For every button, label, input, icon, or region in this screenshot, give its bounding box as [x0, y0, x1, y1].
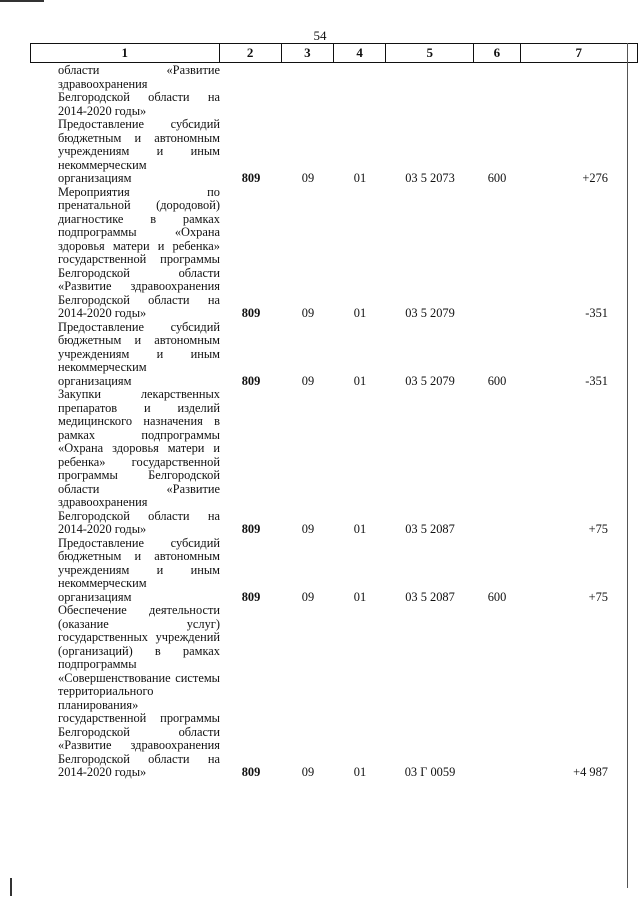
margin-tick [10, 878, 12, 896]
description-line: области «Развитие [58, 63, 220, 77]
top-edge-mark [0, 0, 44, 2]
description-line: здоровья матери и ребенка» [58, 238, 220, 253]
description-line: государственной программы [58, 711, 220, 725]
table-row [30, 537, 638, 605]
description-line: Белгородской области [58, 724, 220, 739]
table-row [30, 321, 638, 389]
row-description [30, 118, 220, 186]
description-line: «Совершенствование системы [58, 670, 220, 685]
table-body [30, 64, 638, 780]
description-line: Белгородской области на [58, 292, 220, 307]
header-col-5: 5 [385, 44, 473, 62]
table-row [30, 388, 638, 537]
description-line: Предоставление субсидий [58, 319, 220, 334]
description-line: 2014-2020 годы» [58, 522, 147, 536]
description-line: территориального [58, 684, 154, 698]
description-line: Закупки лекарственных [58, 387, 220, 401]
description-line: «Охрана здоровья матери и [58, 441, 220, 455]
target-article: 03 Г 0059 [404, 765, 456, 779]
description-line: Белгородской области на [58, 90, 220, 104]
amount: -351 [585, 373, 608, 388]
row-description [30, 321, 220, 389]
description-line: организациям [58, 373, 132, 388]
description-line: государственной программы [58, 252, 220, 266]
description-line: подпрограммы «Охрана [58, 225, 220, 239]
description-line: программы Белгородской [58, 468, 220, 482]
description-line: 2014-2020 годы» [58, 103, 147, 118]
table-row [30, 604, 638, 780]
description-line: Мероприятия по [58, 184, 220, 199]
description-line: области «Развитие [58, 481, 220, 496]
description-line: некоммерческим [58, 157, 147, 172]
description-line: (оказание услуг) [58, 616, 220, 631]
target-article: 03 5 2079 [405, 373, 455, 388]
description-line: Белгородской области [58, 265, 220, 280]
expense-type: 600 [487, 589, 507, 604]
description-line: рамках подпрограммы [58, 427, 220, 442]
description-line: Белгородской области на [58, 751, 220, 766]
header-col-7: 7 [520, 44, 637, 62]
description-line: некоммерческим [58, 360, 147, 374]
description-line: (организаций) в рамках [58, 643, 220, 658]
description-line: здравоохранения [58, 495, 148, 509]
admin-code: 809 [241, 171, 261, 185]
subsection-code: 01 [353, 306, 367, 320]
row-description [30, 537, 220, 605]
description-line: некоммерческим [58, 576, 147, 590]
subsection-code: 01 [353, 522, 367, 536]
row-description [30, 604, 220, 780]
description-line: Предоставление субсидий [58, 117, 220, 131]
admin-code: 809 [241, 522, 261, 536]
section-code: 09 [301, 171, 315, 185]
description-line: медицинского назначения в [58, 414, 220, 428]
amount: +75 [588, 522, 608, 536]
admin-code: 809 [241, 589, 261, 604]
amount: +75 [588, 589, 608, 604]
table-row [30, 186, 638, 321]
description-line: бюджетным и автономным [58, 130, 220, 145]
header-col-2: 2 [219, 44, 281, 62]
page-number: 54 [313, 28, 327, 43]
target-article: 03 5 2079 [405, 306, 455, 320]
description-line: 2014-2020 годы» [58, 765, 147, 779]
amount: +4 987 [573, 765, 608, 779]
amount: +276 [582, 171, 608, 185]
subsection-code: 01 [353, 373, 367, 388]
subsection-code: 01 [353, 171, 367, 185]
target-article: 03 5 2087 [405, 589, 455, 604]
header-col-3: 3 [281, 44, 333, 62]
description-line: подпрограммы [58, 657, 137, 671]
description-line: учреждениям и иным [58, 346, 220, 361]
description-line: Обеспечение деятельности [58, 603, 220, 617]
admin-code: 809 [241, 765, 261, 779]
table-row [30, 64, 638, 118]
description-line: бюджетным и автономным [58, 549, 220, 563]
row-description [30, 186, 220, 321]
table-header [30, 43, 638, 63]
description-line: «Развитие здравоохранения [58, 279, 220, 293]
expense-type: 600 [487, 171, 507, 185]
description-line: бюджетным и автономным [58, 333, 220, 347]
section-code: 09 [301, 306, 315, 320]
amount: -351 [585, 306, 608, 320]
description-line: здравоохранения [58, 76, 148, 91]
header-col-1: 1 [121, 45, 128, 60]
description-line: учреждениям и иным [58, 562, 220, 577]
description-line: 2014-2020 годы» [58, 306, 147, 320]
description-line: государственных учреждений [58, 630, 220, 644]
description-line: «Развитие здравоохранения [58, 738, 220, 752]
table-row [30, 118, 638, 186]
description-line: организациям [58, 589, 132, 604]
section-code: 09 [301, 589, 315, 604]
expense-type: 600 [487, 373, 507, 388]
description-line: Предоставление субсидий [58, 535, 220, 550]
row-description [30, 388, 220, 537]
subsection-code: 01 [353, 765, 367, 779]
description-line: планирования» [58, 697, 139, 712]
description-line: препаратов и изделий [58, 400, 220, 415]
target-article: 03 5 2087 [405, 522, 455, 536]
subsection-code: 01 [353, 589, 367, 604]
section-code: 09 [301, 522, 315, 536]
target-article: 03 5 2073 [405, 171, 455, 185]
description-line: ребенка» государственной [58, 454, 220, 469]
description-line: пренатальной (дородовой) [58, 198, 220, 212]
section-code: 09 [301, 765, 315, 779]
row-description [30, 64, 220, 118]
admin-code: 809 [241, 373, 261, 388]
header-col-4: 4 [333, 44, 385, 62]
section-code: 09 [301, 373, 315, 388]
admin-code: 809 [241, 306, 261, 320]
description-line: Белгородской области на [58, 508, 220, 523]
description-line: организациям [58, 171, 132, 185]
header-col-6: 6 [473, 44, 519, 62]
description-line: диагностике в рамках [58, 211, 220, 226]
description-line: учреждениям и иным [58, 144, 220, 158]
